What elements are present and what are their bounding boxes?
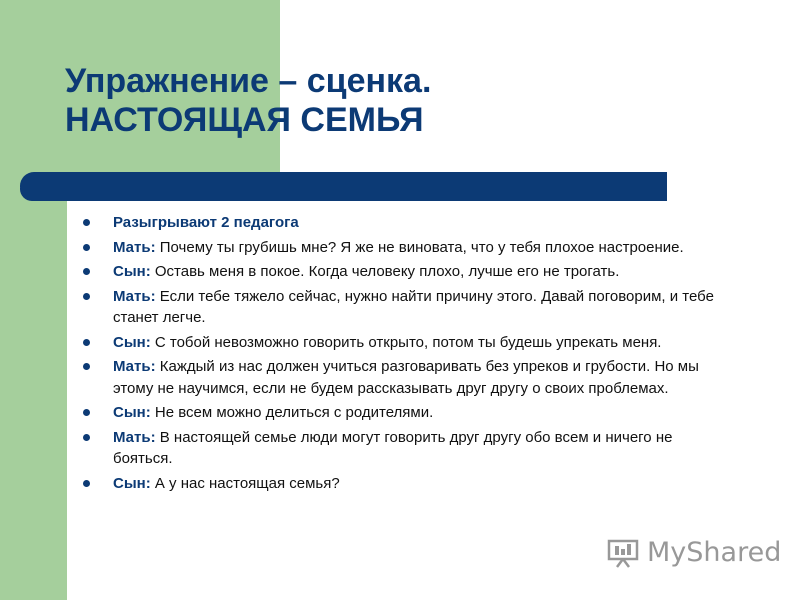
bullet-text: А у нас настоящая семья?	[150, 474, 340, 492]
bullet-icon	[83, 244, 90, 251]
presentation-board-icon	[607, 538, 641, 568]
list-item	[83, 402, 723, 424]
bullet-text: С тобой невозможно говорить открыто, потом ты будешь упрекать меня.	[150, 333, 662, 351]
bullet-text: Разыгрывают 2 педагога	[113, 214, 299, 231]
speaker-label: Сын:	[113, 474, 151, 492]
speaker-label: Мать:	[113, 238, 156, 256]
title-line-1: Упражнение – сценка.	[65, 62, 432, 100]
speaker-label: Сын:	[113, 404, 151, 421]
list-item	[83, 212, 723, 234]
list-item	[83, 286, 723, 329]
slide-title	[65, 62, 725, 140]
list-item	[83, 332, 723, 354]
list-item	[83, 356, 723, 399]
bullet-icon	[83, 363, 90, 370]
bullet-text: Почему ты грубишь мне? Я же не виновата, что у тебя плохое настроение.	[155, 238, 684, 256]
left-green-strip	[0, 0, 67, 600]
watermark-text: MyShared	[647, 537, 782, 568]
bullet-icon	[83, 409, 90, 416]
bullet-icon	[83, 434, 90, 441]
dialogue-list	[83, 212, 723, 497]
speaker-label: Мать:	[113, 428, 156, 446]
list-item	[83, 237, 723, 259]
title-divider-notch	[20, 188, 55, 201]
speaker-label: Мать:	[113, 287, 156, 305]
bullet-icon	[83, 480, 90, 487]
list-item	[83, 427, 723, 470]
bullet-text: Каждый из нас должен учиться разговаривать без упреков и грубости. Но мы этому не научимся, если не будем рассказывать друг другу о своих проблемах.	[113, 358, 699, 397]
bullet-icon	[83, 219, 90, 226]
list-item	[83, 261, 723, 283]
bullet-text: В настоящей семье люди могут говорить друг другу обо всем и ничего не бояться.	[113, 428, 673, 467]
myshared-watermark	[607, 536, 782, 572]
bullet-text: Не всем можно делиться с родителями.	[150, 404, 434, 421]
bullet-icon	[83, 268, 90, 275]
list-item	[83, 473, 723, 495]
bullet-text: Оставь меня в покое. Когда человеку плохо, лучше его не трогать.	[150, 263, 620, 280]
title-divider-bar	[20, 172, 667, 201]
bullet-text: Если тебе тяжело сейчас, нужно найти причину этого. Давай поговорим, и тебе станет легче.	[113, 287, 714, 326]
bullet-icon	[83, 339, 90, 346]
title-line-2: НАСТОЯЩАЯ СЕМЬЯ	[65, 101, 424, 139]
speaker-label: Сын:	[113, 263, 151, 280]
speaker-label: Мать:	[113, 358, 156, 375]
speaker-label: Сын:	[113, 333, 151, 351]
bullet-icon	[83, 293, 90, 300]
